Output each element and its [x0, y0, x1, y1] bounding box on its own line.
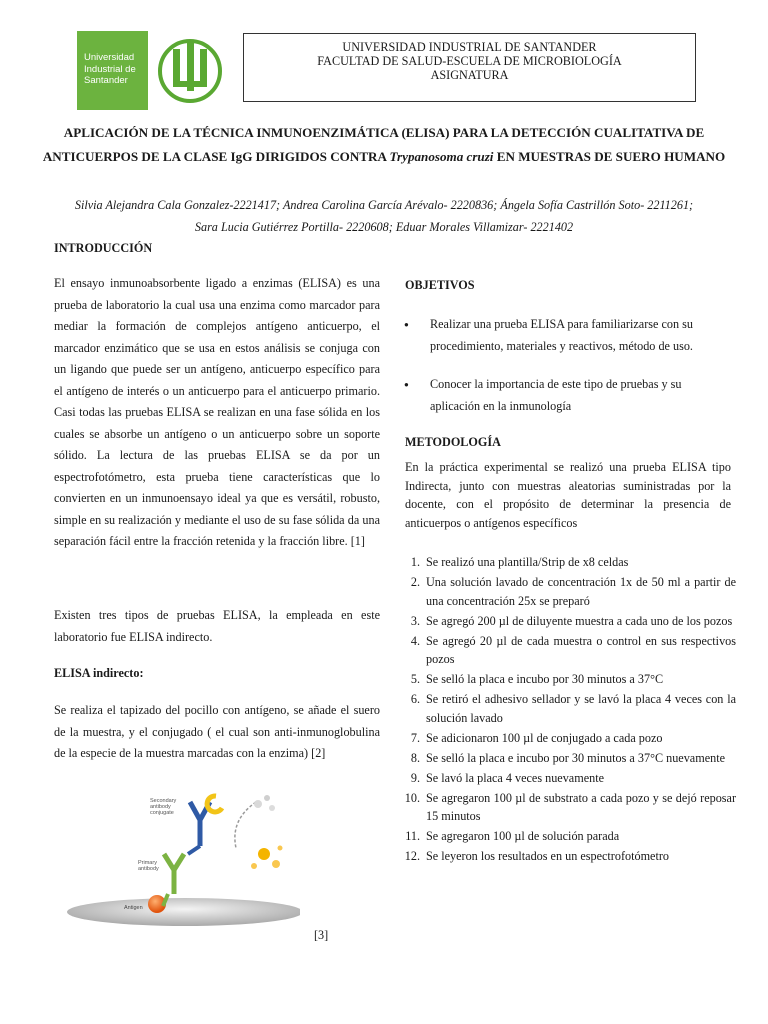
step-text: Se retiró el adhesivo sellador y se lavó la placa 4 veces con la solución lavado	[426, 692, 736, 725]
label-secondary: antibody	[150, 804, 171, 810]
step-number: 6.	[410, 692, 420, 706]
step-number: 3.	[410, 613, 420, 628]
methodology-heading: METODOLOGÍA	[405, 435, 501, 449]
label-primary: antibody	[138, 866, 159, 872]
step-text: Se selló la placa e incubo por 30 minutos a 37°C	[426, 672, 664, 686]
label-primary: Primary	[138, 860, 157, 866]
authors-line: Silvia Alejandra Cala Gonzalez-2221417; Andrea Carolina García Arévalo- 2220836; Ángela Sofía Castrillón Soto- 2211261;	[74, 198, 694, 212]
methodology-paragraph: En la práctica experimental se realizó una prueba ELISA tipo Indirecta, junto con muestras aleatorias suministradas por la docente, con el propósito de determinar la presencia de anticuerpos o antígenos específicos	[405, 460, 731, 530]
step-number: 4.	[410, 633, 420, 648]
paper-title	[40, 121, 728, 169]
logo-line: Santander	[84, 75, 128, 86]
step-number: 5.	[410, 672, 420, 686]
title-part: APLICACIÓN DE LA TÉCNICA INMUNOENZIMÁTICA (ELISA) PARA LA DETECCIÓN CUALITATIVA DE ANTICUERPOS DE LA CLASE IgG DIRIGIDOS CONTRA	[42, 125, 705, 164]
elisa-indirect-paragraph: Se realiza el tapizado del pocillo con antígeno, se añade el suero de la muestra, y el conjugado ( el cual son anti-inmunoglobulina de la especie de la muestra marcadas con la enzima) [2]	[54, 703, 380, 760]
institution-line: FACULTAD DE SALUD-ESCUELA DE MICROBIOLOGÍA	[317, 54, 622, 68]
step-item	[410, 769, 736, 788]
objectives-list	[430, 314, 734, 357]
step-text: Se agregaron 100 µl de substrato a cada pozo y se dejó reposar 15 minutos	[426, 790, 736, 823]
step-number: 8.	[410, 750, 420, 765]
step-item	[410, 749, 736, 768]
step-item	[410, 670, 736, 689]
step-text: Se leyeron los resultados en un espectrofotómetro	[426, 849, 670, 863]
title-part: EN MUESTRAS DE SUERO HUMANO	[493, 149, 726, 164]
step-text: Se lavó la placa 4 veces nuevamente	[426, 770, 604, 785]
step-item	[405, 827, 736, 846]
authors-line: Sara Lucia Gutiérrez Portilla- 2220608; Eduar Morales Villamizar- 2221402	[194, 220, 574, 234]
step-item	[410, 573, 736, 610]
figure-reference: [3]	[314, 928, 329, 942]
logo-line: Universidad	[84, 52, 135, 63]
elisa-diagram	[60, 790, 300, 938]
objective-text: Realizar una prueba ELISA para familiarizarse con su procedimiento, materiales y reactivos, método de uso.	[430, 317, 693, 353]
label-antigen: Antigen	[124, 905, 143, 911]
institution-line: ASIGNATURA	[430, 68, 509, 82]
step-text: Se selló la placa e incubo por 30 minutos a 37°C nuevamente	[426, 750, 725, 765]
step-text: Se agregaron 100 µl de solución parada	[426, 829, 620, 843]
methodology-steps	[404, 553, 736, 867]
intro-paragraph-2: Existen tres tipos de pruebas ELISA, la empleada en este laboratorio fue ELISA indirecto.	[54, 608, 380, 644]
step-item	[404, 789, 736, 826]
step-text: Se adicionaron 100 µl de conjugado a cada pozo	[426, 730, 663, 745]
label-secondary: Secondary	[150, 798, 177, 804]
objectives-heading: OBJETIVOS	[405, 278, 475, 292]
university-logo-text	[77, 31, 148, 110]
institution-line: UNIVERSIDAD INDUSTRIAL DE SANTANDER	[342, 40, 597, 54]
objectives-list	[430, 374, 734, 417]
step-text: Se agregó 20 µl de cada muestra o control en sus respectivos pozos	[426, 633, 736, 666]
objective-text: Conocer la importancia de este tipo de pruebas y su aplicación en la inmunología	[430, 377, 682, 413]
step-number: 12.	[404, 849, 420, 863]
step-text: Una solución lavado de concentración 1x de 50 ml a partir de una concentración 25x se preparó	[426, 575, 736, 608]
label-secondary: conjugate	[150, 810, 174, 816]
step-number: 7.	[410, 730, 420, 745]
step-item	[410, 690, 736, 727]
logo-line: Industrial de	[84, 63, 136, 75]
step-number: 1.	[410, 555, 420, 569]
step-item	[410, 553, 736, 572]
authors	[40, 194, 728, 238]
uis-logo-icon	[153, 31, 226, 110]
step-item	[404, 847, 736, 866]
step-item	[410, 729, 736, 748]
step-text: Se agregó 200 µl de diluyente muestra a cada uno de los pozos	[426, 613, 733, 628]
elisa-indirect-heading: ELISA indirecto:	[54, 666, 144, 680]
institution-header	[243, 33, 696, 102]
step-number: 2.	[410, 575, 420, 589]
objective-item	[430, 314, 734, 357]
step-number: 11.	[405, 829, 420, 843]
intro-heading: INTRODUCCIÓN	[54, 241, 153, 255]
intro-paragraph: El ensayo inmunoabsorbente ligado a enzimas (ELISA) es una prueba de laboratorio la cual usa una enzima como marcador para mediar la formación de complejos antígeno anticuerpo, el marcador enzimático que se usa en estos análisis se conjuga con un ligando que puede ser un antígeno, anticuerpo específico para el antígeno de interés o un anticuerpo para el anticuerpo primario. Casi todas las pruebas ELISA se realizan en una fase sólida en los cuales se absorbe un antígeno o un anticuerpo sobre un soporte sólido. La lectura de las pruebas ELISA se da por un espectrofotómetro, esta prueba tiene características que lo convierten en un inmunoensayo ideal ya que es versátil, robusto, simple en su realización y mediante el uso de su fase sólida da una separación fácil entre la fracción retenida y la fracción libre. [1]	[54, 276, 380, 548]
step-item	[410, 632, 736, 669]
step-number: 10.	[404, 790, 420, 805]
title-species: Trypanosoma cruzi	[389, 149, 494, 164]
step-text: Se realizó una plantilla/Strip de x8 celdas	[426, 555, 629, 569]
step-number: 9.	[410, 770, 420, 785]
step-item	[410, 612, 736, 631]
objective-item	[430, 374, 734, 417]
